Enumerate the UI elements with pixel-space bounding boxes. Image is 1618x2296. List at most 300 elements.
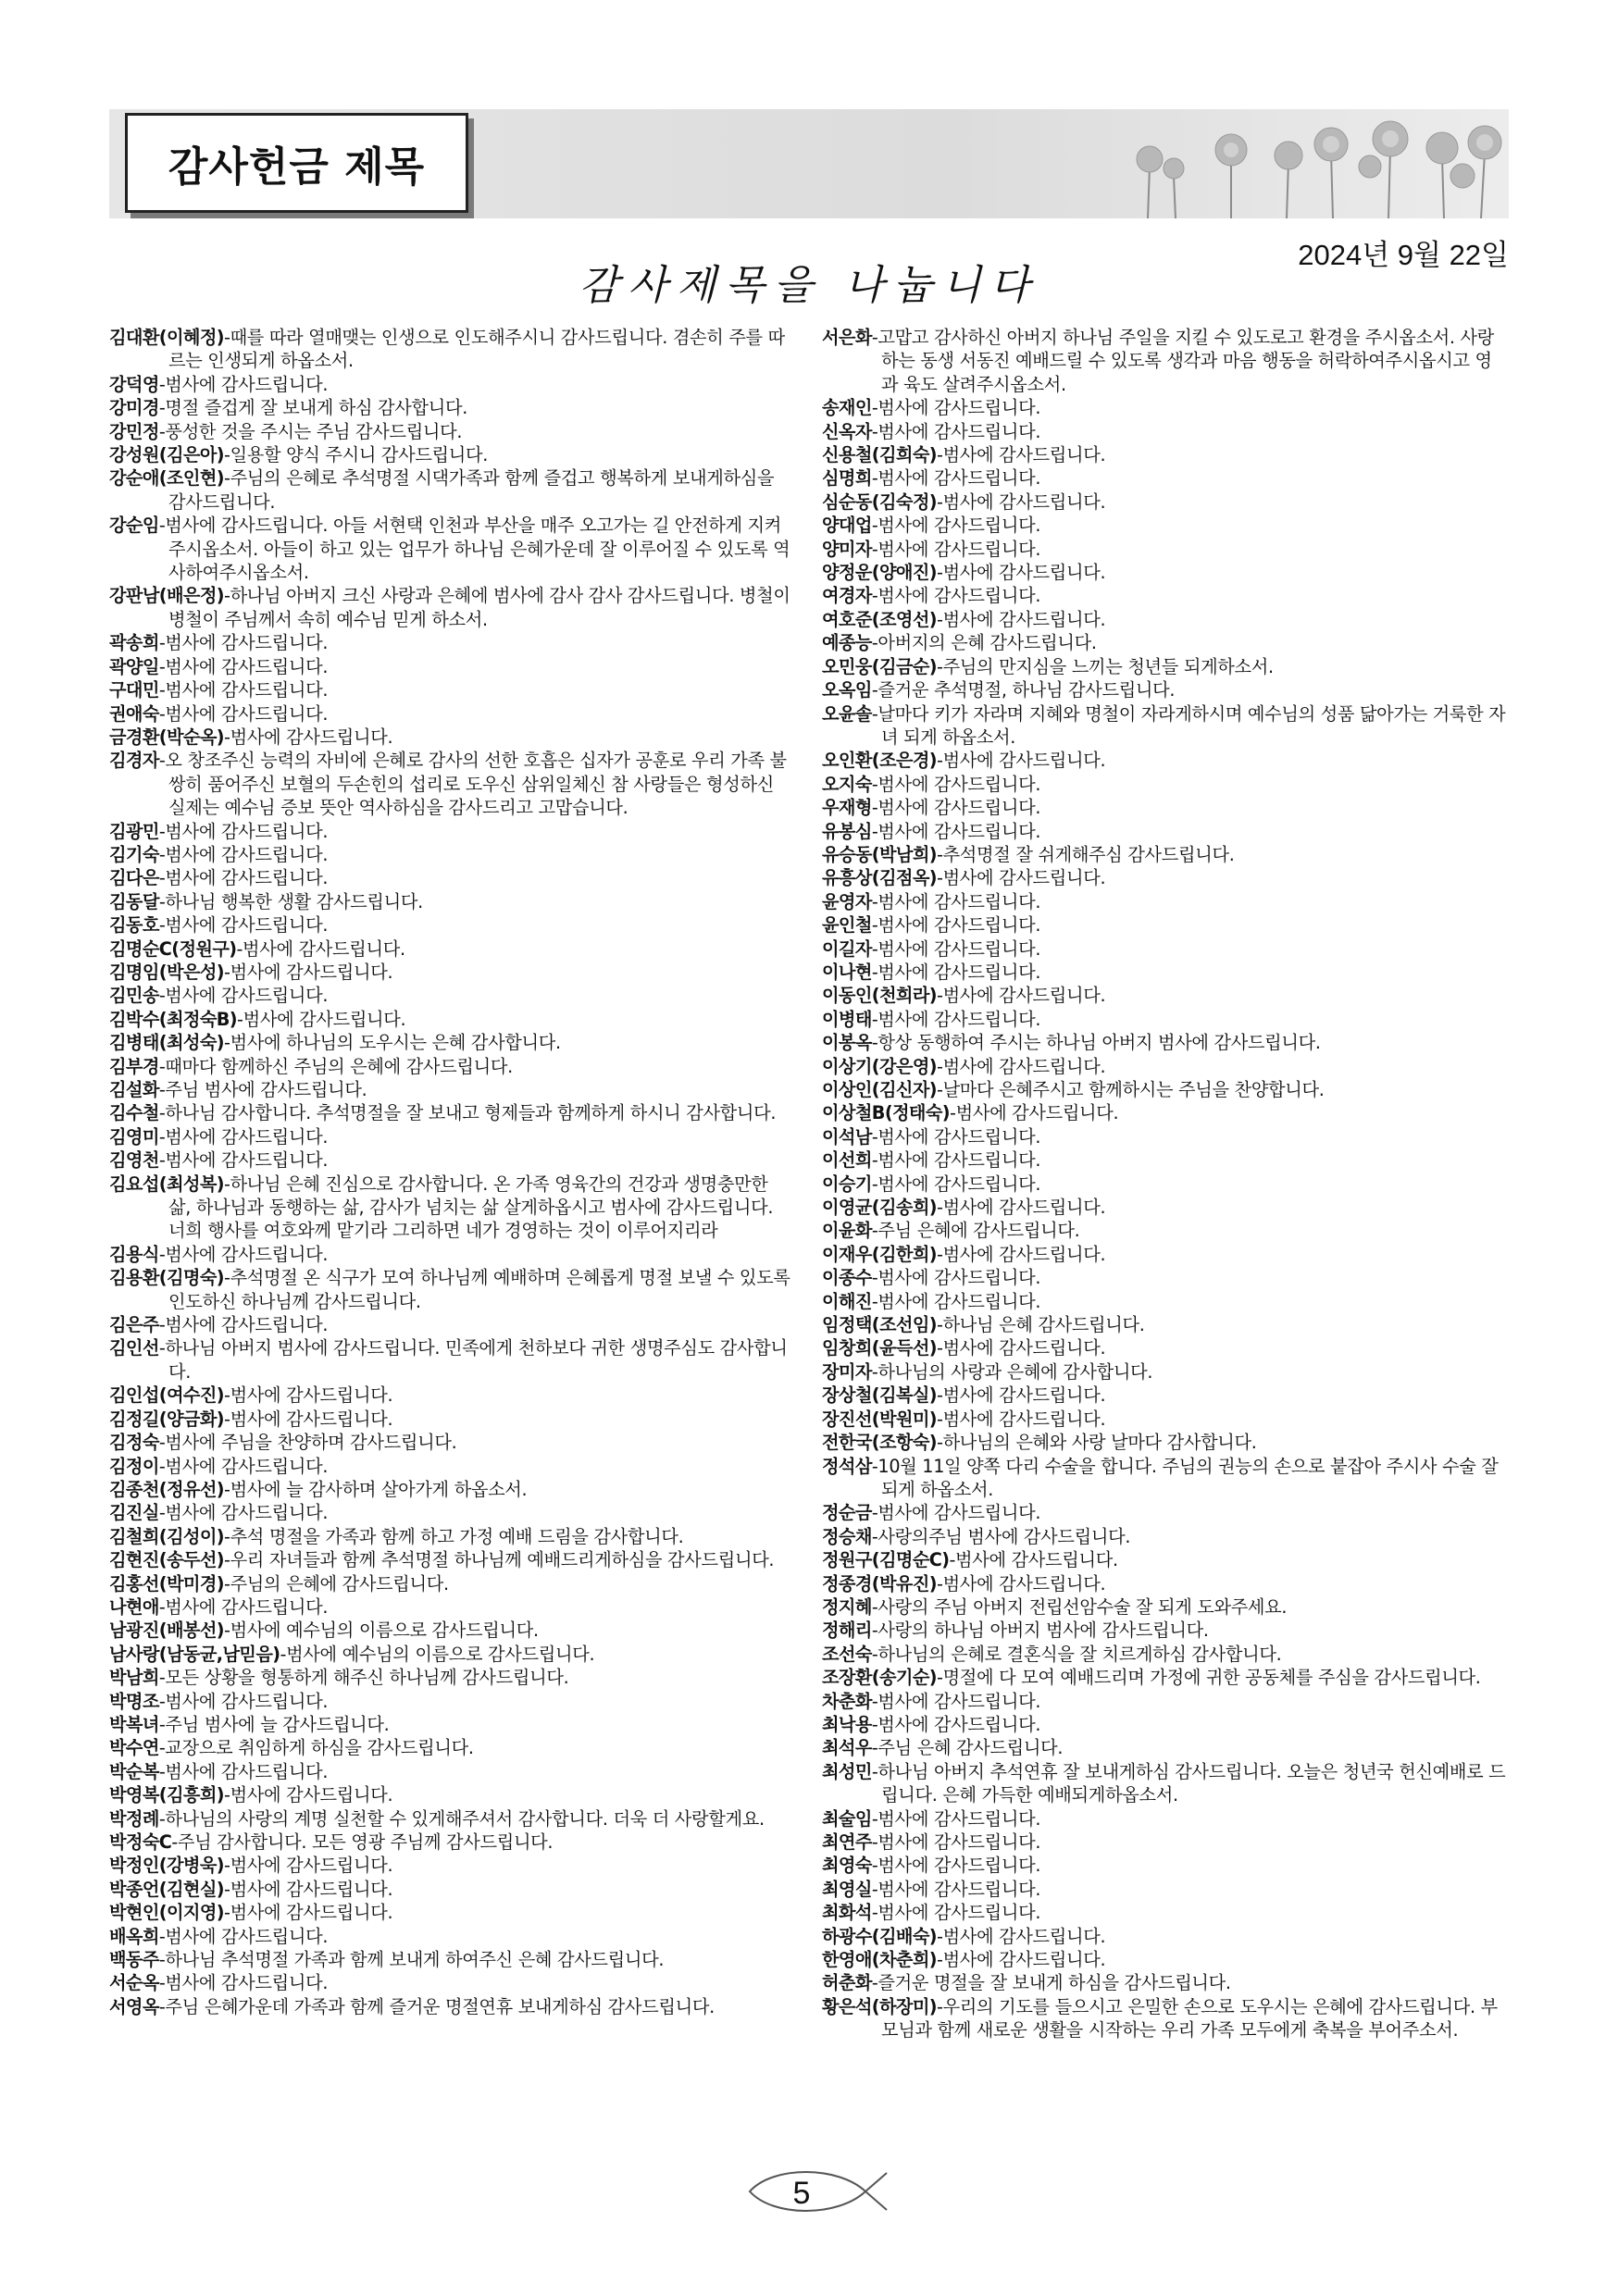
donor-name: 김영천: [109, 1149, 159, 1172]
thanks-text: -범사에 감사드립니다.: [223, 1784, 393, 1806]
thanks-text: -범사에 감사드립니다.: [936, 1949, 1106, 1971]
donor-name: 구대민: [109, 679, 159, 701]
donor-name: 서은화: [822, 327, 872, 348]
offering-entry: [109, 1878, 792, 1901]
offering-entry: [109, 514, 792, 584]
thanks-text: -범사에 감사드립니다.: [871, 937, 1041, 960]
offering-entry: [822, 561, 1507, 584]
offering-entry: [822, 1713, 1507, 1736]
offering-entry: [822, 466, 1507, 490]
offering-entry: [822, 1148, 1507, 1172]
thanks-text: -범사에 감사드립니다.: [871, 961, 1041, 983]
donor-name: 임창희(윤득선): [822, 1337, 937, 1359]
offering-entry: [822, 1336, 1507, 1359]
thanks-text: -범사에 감사드립니다.: [871, 1831, 1041, 1853]
thanks-text: -범사에 감사드립니다.: [158, 985, 329, 1007]
thanks-text: -범사에 감사드립니다.: [158, 373, 329, 395]
donor-name: 정승채: [822, 1525, 872, 1547]
offering-entry: [109, 1643, 792, 1666]
donor-name: 신용철(김희숙): [822, 444, 937, 466]
thanks-text: -범사에 감사드립니다.: [158, 1595, 329, 1618]
donor-name: 박수연: [109, 1737, 159, 1759]
offering-entry: [109, 1243, 792, 1266]
thanks-text: -때마다 함께하신 주님의 은혜에 감사드립니다.: [158, 1055, 513, 1077]
thanks-text: -범사에 감사드립니다.: [158, 632, 329, 654]
offering-entry: [109, 1995, 792, 2018]
donor-name: 장미자: [822, 1360, 872, 1383]
offering-entry: [822, 326, 1507, 396]
thanks-text: -범사에 주님을 찬양하며 감사드립니다.: [158, 1432, 457, 1454]
donor-name: 이종수: [822, 1267, 872, 1289]
donor-name: 이승기: [822, 1173, 872, 1195]
donor-name: 정원구(김명순C): [822, 1549, 950, 1571]
thanks-text: -범사에 감사드립니다.: [223, 1408, 393, 1430]
offering-entry: [822, 1525, 1507, 1548]
donor-name: 이해진: [822, 1290, 872, 1312]
thanks-text: -사랑의 주님 아버지 전립선암수술 잘 되게 도와주세요.: [871, 1595, 1288, 1618]
thanks-text: -사랑의 하나님 아버지 범사에 감사드립니다.: [871, 1620, 1209, 1642]
thanks-text: -범사에 감사드립니다.: [158, 1502, 329, 1524]
donor-name: 박정숙C: [109, 1831, 172, 1853]
offering-entry: [822, 1408, 1507, 1431]
offering-entry: [109, 326, 792, 373]
thanks-text: -명절 즐겁게 잘 보내게 하심 감사합니다.: [158, 397, 467, 419]
offering-entry: [109, 1408, 792, 1431]
thanks-text: -범사에 감사드립니다.: [158, 820, 329, 842]
offering-entry: [822, 937, 1507, 961]
thanks-text: -범사에 감사드립니다.: [871, 1125, 1041, 1148]
donor-name: 심순동(김숙정): [822, 490, 937, 513]
offering-entry: [822, 1901, 1507, 1924]
donor-name: 장진선(박원미): [822, 1408, 937, 1430]
thanks-text: -범사에 하나님의 도우시는 은혜 감사합니다.: [223, 1032, 561, 1054]
donor-name: 이병태: [822, 1008, 872, 1030]
thanks-text: -풍성한 것을 주시는 주님 감사드립니다.: [158, 420, 463, 442]
offering-entry: [822, 1313, 1507, 1336]
donor-name: 이길자: [822, 937, 872, 960]
thanks-text: -범사에 감사드립니다.: [936, 608, 1106, 630]
donor-name: 김박수(최정숙B): [109, 1008, 237, 1030]
donor-name: 최낙용: [822, 1713, 872, 1735]
offering-entry: [109, 396, 792, 419]
donor-name: 오옥임: [822, 679, 872, 701]
donor-name: 서순옥: [109, 1972, 159, 1994]
offering-entry: [822, 749, 1507, 772]
thanks-text: -범사에 감사드립니다.: [936, 1408, 1106, 1430]
offering-entry: [109, 1971, 792, 1994]
thanks-text: -범사에 감사드립니다.: [871, 1149, 1041, 1172]
offering-entry: [822, 1196, 1507, 1219]
offering-entry: [822, 1055, 1507, 1078]
offering-entry: [109, 726, 792, 749]
offering-entry: [822, 820, 1507, 843]
offering-entry: [822, 443, 1507, 466]
donor-name: 최영실: [822, 1878, 872, 1900]
donor-name: 이영균(김송희): [822, 1197, 937, 1219]
offering-entry: [109, 866, 792, 889]
thanks-text: -하나님 추석명절 가족과 함께 보내게 하여주신 은혜 감사드립니다.: [158, 1949, 665, 1971]
offering-entry: [109, 1831, 792, 1854]
donor-name: 한영애(차춘희): [822, 1949, 937, 1971]
thanks-text: -교장으로 취임하게 하심을 감사드립니다.: [158, 1737, 474, 1759]
donor-name: 김용환(김명숙): [109, 1267, 224, 1289]
offering-entry: [109, 961, 792, 984]
donor-name: 오민웅(김금순): [822, 655, 937, 677]
offering-entry: [109, 443, 792, 466]
thanks-text: -범사에 감사드립니다.: [871, 773, 1041, 795]
offering-entry: [822, 1878, 1507, 1901]
donor-name: 황은석(하장미): [822, 1995, 937, 2017]
offering-entry: [822, 1925, 1507, 1948]
donor-name: 남광진(배봉선): [109, 1620, 224, 1642]
offering-entry: [109, 1760, 792, 1783]
donor-name: 김광민: [109, 820, 159, 842]
offering-entry: [109, 1736, 792, 1759]
thanks-text: -범사에 감사드립니다.: [936, 1055, 1106, 1077]
offering-entry: [822, 1690, 1507, 1713]
offering-entry: [822, 1831, 1507, 1854]
donor-name: 박정인(강병욱): [109, 1855, 224, 1877]
thanks-text: -범사에 감사드립니다.: [871, 1502, 1041, 1524]
thanks-text: -즐거운 추석명절, 하나님 감사드립니다.: [871, 679, 1176, 701]
offering-entry: [822, 396, 1507, 419]
thanks-text: -하나님 은혜 감사드립니다.: [936, 1314, 1145, 1336]
donor-name: 김정숙: [109, 1432, 159, 1454]
offering-entry: [109, 1713, 792, 1736]
page-number: 5: [792, 2176, 811, 2211]
offering-entry: [822, 584, 1507, 607]
donor-name: 배옥희: [109, 1925, 159, 1947]
thanks-text: -범사에 예수님의 이름으로 감사드립니다.: [280, 1643, 595, 1665]
thanks-text: -범사에 감사드립니다.: [158, 914, 329, 937]
donor-name: 강성원(김은아): [109, 444, 224, 466]
donor-name: 김다은: [109, 867, 159, 889]
offering-entry: [822, 796, 1507, 819]
donor-name: 정해리: [822, 1620, 872, 1642]
donor-name: 우재형: [822, 797, 872, 819]
donor-name: 김홍선(박미경): [109, 1572, 224, 1595]
donor-name: 김명순C(정원구): [109, 937, 237, 960]
fish-icon: [750, 2172, 887, 2211]
offering-entry: [822, 773, 1507, 796]
offering-entry: [109, 890, 792, 913]
donor-name: 이동인(천희라): [822, 985, 937, 1007]
offering-entry: [822, 1595, 1507, 1619]
thanks-text: -범사에 감사드립니다.: [871, 890, 1041, 912]
offering-entry: [822, 1384, 1507, 1407]
offering-entry: [109, 1948, 792, 1971]
offering-entry: [109, 820, 792, 843]
offering-entry: [109, 1854, 792, 1877]
thanks-text: -범사에 감사드립니다.: [158, 1690, 329, 1712]
offering-entry: [109, 1384, 792, 1407]
donor-name: 윤인철: [822, 914, 872, 937]
offering-entry: [109, 749, 792, 819]
thanks-text: -범사에 감사드립니다.: [949, 1102, 1119, 1124]
offering-entry: [109, 1478, 792, 1501]
donor-name: 김민송: [109, 985, 159, 1007]
donor-name: 김부경: [109, 1055, 159, 1077]
thanks-text: -날마다 은혜주시고 함께하시는 주님을 찬양합니다.: [936, 1079, 1325, 1100]
offering-entry: [109, 373, 792, 396]
thanks-text: -하나님 행복한 생활 감사드립니다.: [158, 890, 423, 912]
offering-entry: [109, 1501, 792, 1524]
donor-name: 이윤화: [822, 1220, 872, 1242]
left-column: [109, 326, 792, 2018]
thanks-text: -범사에 감사드립니다.: [223, 1878, 393, 1900]
thanks-text: -하나님 은혜 진심으로 감사합니다. 온 가족 영육간의 건강과 생명충만한 삶, 하나님과 동행하는 삶, 감사가 넘치는 삶 살게하옵시고 범사에 감사드립니다. 너희 행사를 여호와께 맡기라 그리하면 네가 경영하는 것이 이루어지리라: [168, 1173, 774, 1242]
offering-entry: [822, 1948, 1507, 1971]
donor-name: 김기숙: [109, 843, 159, 865]
offering-entry: [822, 702, 1507, 750]
donor-name: 박종언(김현실): [109, 1878, 224, 1900]
page-number-emblem: [0, 2164, 1618, 2219]
offering-entry: [822, 890, 1507, 913]
thanks-text: -항상 동행하여 주시는 하나님 아버지 범사에 감사드립니다.: [871, 1032, 1321, 1054]
offering-entry: [109, 1101, 792, 1124]
thanks-text: -범사에 감사드립니다.: [223, 726, 393, 748]
thanks-text: -범사에 감사드립니다.: [223, 961, 393, 983]
thanks-text: -범사에 감사드립니다.: [236, 937, 405, 960]
offering-entry: [822, 420, 1507, 443]
offering-entry: [822, 1219, 1507, 1242]
thanks-text: -하나님 아버지 추석연휴 잘 보내게하심 감사드립니다. 오늘은 청년국 헌신예배로 드립니다. 은혜 가득한 예배되게하옵소서.: [871, 1760, 1506, 1806]
offering-entry: [109, 1548, 792, 1571]
thanks-text: -범사에 감사드립니다.: [871, 914, 1041, 937]
thanks-text: -범사에 감사드립니다.: [936, 1384, 1106, 1407]
donor-name: 오인환(조은경): [822, 750, 937, 772]
offering-entry: [109, 1455, 792, 1478]
donor-name: 강판남(배은정): [109, 585, 224, 607]
thanks-text: -범사에 감사드립니다.: [936, 490, 1106, 513]
donor-name: 강순임: [109, 515, 159, 537]
donor-name: 정지혜: [822, 1595, 872, 1618]
donor-name: 양미자: [822, 538, 872, 560]
donor-name: 김정길(양금화): [109, 1408, 224, 1430]
offering-entry: [822, 655, 1507, 678]
thanks-text: -주님의 만지심을 느끼는 청년들 되게하소서.: [936, 655, 1274, 677]
thanks-text: -범사에 감사드립니다.: [158, 1125, 329, 1148]
thanks-text: -하나님 감사합니다. 추석명절을 잘 보내고 형제들과 함께하게 하시니 감사합니다.: [158, 1102, 777, 1124]
donor-name: 김요섭(최성복): [109, 1173, 224, 1195]
offering-entry: [109, 1055, 792, 1078]
donor-name: 최연주: [822, 1831, 872, 1853]
offering-entry: [822, 1854, 1507, 1877]
donor-name: 김동호: [109, 914, 159, 937]
thanks-text: -범사에 감사드립니다.: [936, 1243, 1106, 1265]
offering-entry: [109, 420, 792, 443]
thanks-text: -범사에 감사드립니다.: [871, 1713, 1041, 1735]
donor-name: 정석삼: [822, 1455, 872, 1477]
donor-name: 이상기(강은영): [822, 1055, 937, 1077]
thanks-text: -범사에 감사드립니다.: [871, 420, 1041, 442]
donor-name: 이나현: [822, 961, 872, 983]
thanks-text: -범사에 감사드립니다.: [871, 515, 1041, 537]
donor-name: 오지숙: [822, 773, 872, 795]
thanks-text: -주님 은혜 감사드립니다.: [871, 1737, 1064, 1759]
donor-name: 김인선: [109, 1337, 159, 1359]
offering-entry: [109, 1313, 792, 1336]
offering-entry: [109, 584, 792, 631]
donor-name: 곽송희: [109, 632, 159, 654]
thanks-text: -범사에 감사드립니다.: [871, 1878, 1041, 1900]
offering-entry: [822, 1995, 1507, 2042]
offering-entry: [109, 655, 792, 678]
thanks-text: -10월 11일 양쪽 다리 수술을 합니다. 주님의 권능의 손으로 붙잡아 주시사 수술 잘 되게 하옵소서.: [871, 1455, 1499, 1500]
thanks-text: -범사에 감사드립니다.: [936, 1572, 1106, 1595]
donor-name: 차춘화: [822, 1690, 872, 1712]
donor-name: 박복녀: [109, 1713, 159, 1735]
thanks-text: -범사에 감사드립니다.: [936, 1197, 1106, 1219]
thanks-text: -범사에 감사드립니다.: [949, 1549, 1118, 1571]
donor-name: 박순복: [109, 1760, 159, 1782]
thanks-text: -하나님 아버지 크신 사랑과 은혜에 범사에 감사 감사 감사드립니다. 병철이 병철이 주님께서 속히 예수님 믿게 하소서.: [168, 585, 790, 630]
donor-name: 조장환(송기순): [822, 1667, 937, 1689]
donor-name: 유승동(박남희): [822, 843, 937, 865]
offering-entry: [109, 1336, 792, 1384]
donor-name: 최성민: [822, 1760, 872, 1782]
thanks-text: -범사에 감사드립니다.: [871, 1690, 1041, 1712]
donor-name: 유봉심: [822, 820, 872, 842]
section-title: 감사헌금 제목: [168, 143, 426, 191]
offering-entry: [822, 1643, 1507, 1666]
offering-entry: [822, 1078, 1507, 1101]
donor-name: 백동주: [109, 1949, 159, 1971]
offering-entry: [109, 1525, 792, 1548]
thanks-text: -주님 은혜에 감사드립니다.: [871, 1220, 1080, 1242]
thanks-text: -하나님의 은혜와 사랑 날마다 감사합니다.: [936, 1432, 1257, 1454]
donor-name: 전한국(조항숙): [822, 1432, 937, 1454]
thanks-text: -범사에 감사드립니다.: [936, 1925, 1106, 1947]
thanks-text: -범사에 감사드립니다.: [158, 655, 329, 677]
thanks-text: -범사에 감사드립니다.: [158, 1760, 329, 1782]
offering-entry: [109, 1595, 792, 1619]
donor-name: 이상인(김신자): [822, 1079, 937, 1100]
right-column: [822, 326, 1507, 2042]
thanks-text: -범사에 감사드립니다.: [936, 750, 1106, 772]
donor-name: 심명희: [822, 467, 872, 490]
thanks-text: -범사에 감사드립니다.: [158, 843, 329, 865]
offering-entry: [109, 1901, 792, 1924]
issue-date: 2024년 9월 22일: [1298, 239, 1509, 271]
donor-name: 박정례: [109, 1807, 159, 1830]
thanks-text: -주님 범사에 늘 감사드립니다.: [158, 1713, 390, 1735]
offering-entry: [822, 1619, 1507, 1642]
thanks-text: -범사에 감사드립니다.: [223, 1902, 393, 1924]
offering-entry: [109, 1619, 792, 1642]
thanks-text: -범사에 감사드립니다.: [871, 1855, 1041, 1877]
donor-name: 이재우(김한희): [822, 1243, 937, 1265]
thanks-text: -명절에 다 모여 예배드리며 가정에 귀한 공동체를 주심을 감사드립니다.: [936, 1667, 1481, 1689]
thanks-text: -범사에 감사드립니다.: [871, 1267, 1041, 1289]
thanks-text: -일용할 양식 주시니 감사드립니다.: [223, 444, 489, 466]
thanks-text: -주님 감사합니다. 모든 영광 주님께 감사드립니다.: [171, 1831, 554, 1853]
donor-name: 이선희: [822, 1149, 872, 1172]
offering-entry: [822, 631, 1507, 654]
donor-name: 이상철B(정태숙): [822, 1102, 950, 1124]
offering-entry: [822, 1266, 1507, 1289]
thanks-text: -범사에 감사드립니다.: [871, 538, 1041, 560]
thanks-text: -주님의 은혜로 추석명절 시댁가족과 함께 즐겁고 행복하게 보내게하심을 감사드립니다.: [168, 467, 775, 513]
offering-entry: [109, 631, 792, 654]
donor-name: 김정이: [109, 1455, 159, 1477]
offering-entry: [109, 1666, 792, 1689]
thanks-text: -범사에 감사드립니다.: [936, 444, 1106, 466]
thanks-text: -범사에 감사드립니다.: [158, 679, 329, 701]
offering-entry: [109, 1807, 792, 1831]
thanks-text: -범사에 감사드립니다.: [936, 562, 1106, 584]
offering-entry: [822, 608, 1507, 631]
thanks-text: -범사에 감사드립니다.: [871, 1008, 1041, 1030]
offering-entry: [109, 937, 792, 961]
donor-name: 최화석: [822, 1902, 872, 1924]
donor-name: 김동달: [109, 890, 159, 912]
donor-name: 정종경(박유진): [822, 1572, 937, 1595]
offering-entry: [109, 702, 792, 726]
donor-name: 유흥상(김점옥): [822, 867, 937, 889]
donor-name: 여호준(조영선): [822, 608, 937, 630]
donor-name: 김병태(최성숙): [109, 1032, 224, 1054]
offering-entry: [109, 1078, 792, 1101]
offering-entry: [109, 1008, 792, 1031]
donor-name: 박명조: [109, 1690, 159, 1712]
offering-entry: [822, 1760, 1507, 1807]
offering-entry: [109, 466, 792, 514]
thanks-text: -범사에 예수님의 이름으로 감사드립니다.: [223, 1620, 539, 1642]
thanks-text: -범사에 감사드립니다.: [871, 820, 1041, 842]
thanks-text: -범사에 감사드립니다.: [871, 797, 1041, 819]
thanks-text: -범사에 감사드립니다.: [223, 1384, 393, 1407]
thanks-text: -범사에 감사드립니다.: [223, 1855, 393, 1877]
thanks-text: -추석 명절을 가족과 함께 하고 가정 예배 드림을 감사합니다.: [223, 1525, 684, 1547]
offering-entry: [109, 913, 792, 937]
offering-entry: [822, 514, 1507, 537]
offering-entry: [109, 843, 792, 866]
donor-name: 금경환(박순옥): [109, 726, 224, 748]
thanks-text: -하나님의 은혜로 결혼식을 잘 치르게하심 감사합니다.: [871, 1643, 1282, 1665]
donor-name: 김수철: [109, 1102, 159, 1124]
donor-name: 김명임(박은성): [109, 961, 224, 983]
offering-entry: [822, 913, 1507, 937]
offering-entry: [822, 961, 1507, 984]
offering-entry: [109, 1031, 792, 1054]
thanks-text: -범사에 감사드립니다.: [871, 585, 1041, 607]
thanks-text: -범사에 감사드립니다.: [871, 1173, 1041, 1195]
thanks-text: -범사에 감사드립니다.: [158, 867, 329, 889]
thanks-text: -범사에 감사드립니다.: [158, 702, 329, 725]
donor-name: 박현인(이지영): [109, 1902, 224, 1924]
offering-entry: [822, 1501, 1507, 1524]
offering-entry: [109, 1148, 792, 1172]
thanks-text: -고맙고 감사하신 아버지 하나님 주일을 지킬 수 있도로고 환경을 주시옵소서. 사랑하는 동생 서동진 예배드릴 수 있도록 생각과 마음 행동을 허락하여주시옵시고 영과 육도 살려주시옵소서.: [871, 327, 1494, 395]
offering-entry: [109, 984, 792, 1007]
thanks-text: -범사에 늘 감사하며 살아가게 하옵소서.: [223, 1478, 528, 1500]
thanks-text: -추석명절 잘 쉬게해주심 감사드립니다.: [936, 843, 1235, 865]
thanks-text: -우리의 기도를 들으시고 은밀한 손으로 도우시는 은혜에 감사드립니다. 부모님과 함께 새로운 생활을 시작하는 우리 가족 모두에게 축복을 부어주소서.: [881, 1995, 1498, 2042]
donor-name: 강미경: [109, 397, 159, 419]
donor-name: 김경자: [109, 750, 159, 772]
donor-name: 장상철(김복실): [822, 1384, 937, 1407]
thanks-text: -오 창조주신 능력의 자비에 은혜로 감사의 선한 호흡은 십자가 공훈로 우리 가족 불쌍히 품어주신 보혈의 두손힌의 섭리로 도우신 삼위일체신 참 사랑들은 형성하신 실제는 예수님 증보 뜻안 역사하심을 감사드리고 고맙습니다.: [158, 750, 787, 819]
donor-name: 박남희: [109, 1667, 159, 1689]
donor-name: 이석남: [822, 1125, 872, 1148]
thanks-text: -하나님의 사랑의 계명 실천할 수 있게해주셔서 감사합니다. 더욱 더 사랑할게요.: [158, 1807, 765, 1830]
thanks-text: -범사에 감사드립니다.: [871, 467, 1041, 490]
thanks-text: -범사에 감사드립니다.: [871, 1902, 1041, 1924]
thanks-text: -날마다 키가 자라며 지혜와 명철이 자라게하시며 예수님의 성품 닮아가는 거룩한 자녀 되게 하옵소서.: [871, 702, 1506, 748]
offering-entry: [822, 1736, 1507, 1759]
thanks-text: -범사에 감사드립니다.: [936, 867, 1106, 889]
